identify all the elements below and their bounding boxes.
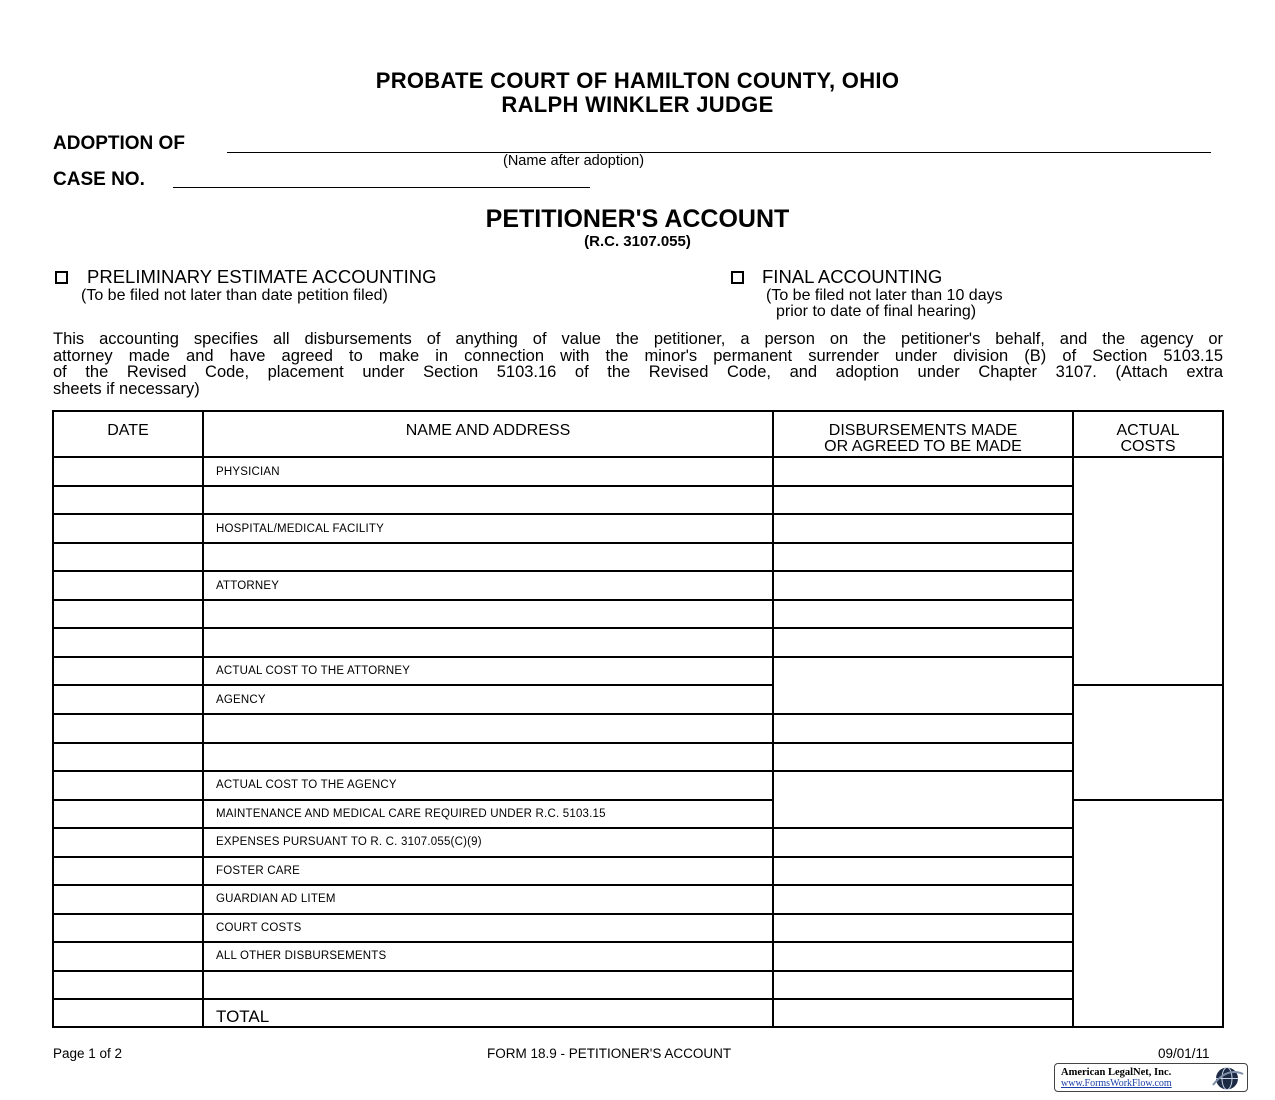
row-label: ACTUAL COST TO THE AGENCY [216, 779, 397, 791]
disbursement-cell[interactable] [774, 572, 1072, 598]
header-name-address: NAME AND ADDRESS [405, 422, 571, 439]
row-label: ALL OTHER DISBURSEMENTS [216, 950, 387, 962]
disbursement-cell[interactable] [774, 715, 1072, 741]
form-id: FORM 18.9 - PETITIONER'S ACCOUNT [487, 1046, 732, 1061]
final-note-line2: prior to date of final hearing) [776, 303, 977, 320]
name-address-cell[interactable] [204, 458, 772, 484]
disbursement-cell[interactable] [774, 1000, 1072, 1026]
form-citation: (R.C. 3107.055) [584, 233, 691, 250]
row-divider-actual [1074, 799, 1222, 801]
adoption-name-field[interactable] [227, 152, 1211, 153]
name-address-cell[interactable] [204, 544, 772, 570]
name-address-cell[interactable] [204, 858, 772, 884]
disbursement-cell[interactable] [774, 772, 1072, 798]
row-label: MAINTENANCE AND MEDICAL CARE REQUIRED UNDER R.C. 5103.15 [216, 808, 606, 820]
judge-name: RALPH WINKLER JUDGE [501, 92, 774, 117]
total-label: TOTAL [216, 1007, 270, 1026]
name-address-cell[interactable] [204, 572, 772, 598]
disbursement-cell[interactable] [774, 886, 1072, 912]
logo-url: www.FormsWorkFlow.com [1061, 1078, 1172, 1089]
name-address-cell[interactable] [204, 772, 772, 798]
header-disbursements: DISBURSEMENTS MADE OR AGREED TO BE MADE [824, 422, 1022, 455]
date-cell[interactable] [54, 572, 202, 598]
disbursement-cell[interactable] [774, 943, 1072, 969]
date-cell[interactable] [54, 972, 202, 998]
date-cell[interactable] [54, 915, 202, 941]
date-cell[interactable] [54, 858, 202, 884]
name-address-cell[interactable] [204, 658, 772, 684]
date-cell[interactable] [54, 886, 202, 912]
form-title: PETITIONER'S ACCOUNT [485, 205, 790, 233]
disbursement-cell[interactable] [774, 858, 1072, 884]
disbursement-cell[interactable] [774, 829, 1072, 855]
name-address-cell[interactable] [204, 972, 772, 998]
name-address-cell[interactable] [204, 915, 772, 941]
name-address-cell[interactable] [204, 886, 772, 912]
name-address-cell[interactable] [204, 1000, 772, 1026]
row-label: AGENCY [216, 694, 266, 706]
preliminary-label: PRELIMINARY ESTIMATE ACCOUNTING [87, 266, 437, 287]
date-cell[interactable] [54, 801, 202, 827]
final-checkbox[interactable] [731, 271, 744, 284]
disbursement-cell[interactable] [774, 544, 1072, 570]
form-date: 09/01/11 [1158, 1046, 1210, 1061]
date-cell[interactable] [54, 515, 202, 541]
description-line: sheets if necessary) [53, 379, 200, 398]
case-number-field[interactable] [173, 187, 590, 188]
disbursement-cell[interactable] [774, 658, 1072, 684]
name-address-cell[interactable] [204, 686, 772, 712]
row-label: COURT COSTS [216, 922, 302, 934]
disbursement-cell[interactable] [774, 744, 1072, 770]
final-note-line1: (To be filed not later than 10 days [766, 287, 1003, 304]
name-address-cell[interactable] [204, 829, 772, 855]
disbursement-cell[interactable] [774, 972, 1072, 998]
row-label: GUARDIAN AD LITEM [216, 893, 336, 905]
final-label: FINAL ACCOUNTING [762, 266, 943, 287]
date-cell[interactable] [54, 943, 202, 969]
name-address-cell[interactable] [204, 515, 772, 541]
globe-icon [1209, 1065, 1245, 1092]
disbursement-cell[interactable] [774, 801, 1072, 827]
name-address-cell[interactable] [204, 487, 772, 513]
row-label: FOSTER CARE [216, 865, 300, 877]
description-line: attorney made and have agreed to make in connection with the minor's permanent surrender under division (B) of Section 5103.15 [53, 346, 1223, 365]
row-label: PHYSICIAN [216, 466, 280, 478]
date-cell[interactable] [54, 772, 202, 798]
date-cell[interactable] [54, 686, 202, 712]
description-line: of the Revised Code, placement under Section 5103.16 of the Revised Code, and adoption under Chapter 3107. (Attach extra [53, 363, 1223, 381]
logo-company: American LegalNet, Inc. [1061, 1067, 1172, 1078]
date-cell[interactable] [54, 715, 202, 741]
header-actual-costs: ACTUAL COSTS [1116, 422, 1180, 455]
description-line: This accounting specifies all disbursements of anything of value the petitioner, a person on the petitioner's behalf, and the agency or [53, 330, 1223, 348]
date-cell[interactable] [54, 601, 202, 627]
name-address-cell[interactable] [204, 801, 772, 827]
row-divider-actual [1074, 684, 1222, 686]
header-date: DATE [107, 422, 149, 439]
name-address-cell[interactable] [204, 943, 772, 969]
col-divider-disb [1072, 410, 1074, 1028]
date-cell[interactable] [54, 658, 202, 684]
name-address-cell[interactable] [204, 601, 772, 627]
date-cell[interactable] [54, 629, 202, 655]
date-cell[interactable] [54, 829, 202, 855]
date-cell[interactable] [54, 1000, 202, 1026]
name-address-cell[interactable] [204, 629, 772, 655]
table-border-top [52, 410, 1224, 412]
disbursement-cell[interactable] [774, 629, 1072, 655]
disbursement-cell[interactable] [774, 487, 1072, 513]
disbursement-cell[interactable] [774, 458, 1072, 484]
date-cell[interactable] [54, 744, 202, 770]
preliminary-note: (To be filed not later than date petition filed) [81, 287, 388, 304]
page-number: Page 1 of 2 [53, 1046, 123, 1061]
date-cell[interactable] [54, 458, 202, 484]
disbursement-cell[interactable] [774, 601, 1072, 627]
name-address-cell[interactable] [204, 715, 772, 741]
preliminary-checkbox[interactable] [55, 271, 68, 284]
row-label: ACTUAL COST TO THE ATTORNEY [216, 665, 411, 677]
american-legalnet-logo[interactable] [1054, 1063, 1248, 1092]
row-label: EXPENSES PURSUANT TO R. C. 3107.055(C)(9) [216, 836, 482, 848]
row-label: ATTORNEY [216, 580, 280, 592]
date-cell[interactable] [54, 487, 202, 513]
disbursement-cell[interactable] [774, 915, 1072, 941]
disbursement-cell[interactable] [774, 515, 1072, 541]
court-name: PROBATE COURT OF HAMILTON COUNTY, OHIO [375, 68, 900, 93]
adoption-of-label: ADOPTION OF [53, 133, 185, 154]
description-paragraph [53, 331, 1223, 397]
row-label: HOSPITAL/MEDICAL FACILITY [216, 523, 384, 535]
adoption-name-hint: (Name after adoption) [503, 153, 645, 169]
case-no-label: CASE NO. [53, 169, 145, 190]
table-border-right [1222, 410, 1224, 1028]
date-cell[interactable] [54, 544, 202, 570]
disbursement-cell[interactable] [774, 686, 1072, 712]
name-address-cell[interactable] [204, 744, 772, 770]
